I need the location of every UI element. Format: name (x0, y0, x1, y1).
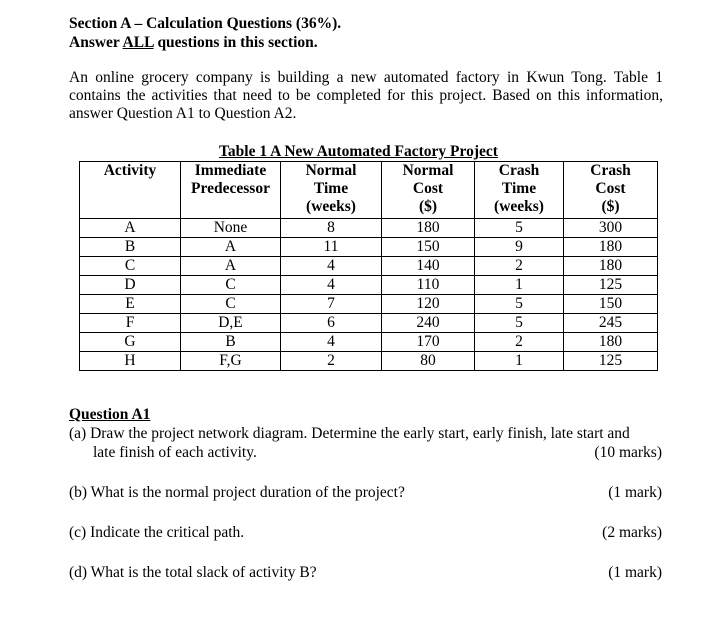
cell-predecessor: C (181, 295, 281, 314)
cell-activity: F (80, 314, 181, 333)
section-header (69, 14, 341, 52)
cell-normal-time: 6 (281, 314, 382, 333)
table-header-row (80, 162, 658, 219)
section-title: Section A – Calculation Questions (36%). (69, 15, 342, 32)
table-row (80, 295, 658, 314)
header-crash-cost: Crash Cost ($) (564, 162, 658, 219)
question-a1-title: Question A1 (69, 406, 151, 423)
cell-crash-cost: 180 (564, 257, 658, 276)
cell-normal-time: 4 (281, 276, 382, 295)
cell-normal-time: 8 (281, 219, 382, 238)
table-row (80, 276, 658, 295)
question-part-d: (d) What is the total slack of activity B? (69, 564, 317, 581)
intro-paragraph (69, 69, 663, 123)
cell-crash-time: 2 (475, 333, 564, 352)
question-part-a-line-1: (a) Draw the project network diagram. Determine the early start, early finish, late start and (69, 425, 630, 442)
intro-line-3: answer Question A1 to Question A2. (69, 105, 297, 122)
cell-activity: E (80, 295, 181, 314)
answer-all: ALL (122, 34, 154, 51)
cell-crash-cost: 180 (564, 333, 658, 352)
cell-crash-time: 9 (475, 238, 564, 257)
cell-crash-cost: 300 (564, 219, 658, 238)
cell-predecessor: B (181, 333, 281, 352)
answer-prefix: Answer (69, 34, 123, 51)
header-predecessor: Immediate Predecessor (181, 162, 281, 219)
question-part-c-marks: (2 marks) (602, 524, 662, 541)
cell-crash-time: 1 (475, 352, 564, 371)
intro-line-2: contains the activities that need to be completed for this project. Based on this information, (69, 87, 663, 104)
cell-activity: A (80, 219, 181, 238)
header-activity: Activity (80, 162, 181, 219)
table-title: Table 1 A New Automated Factory Project (219, 143, 498, 160)
cell-activity: H (80, 352, 181, 371)
cell-normal-cost: 120 (382, 295, 475, 314)
cell-crash-cost: 245 (564, 314, 658, 333)
project-table (79, 161, 658, 371)
cell-normal-cost: 80 (382, 352, 475, 371)
table-row (80, 219, 658, 238)
cell-crash-time: 5 (475, 295, 564, 314)
header-crash-time: Crash Time (weeks) (475, 162, 564, 219)
cell-normal-cost: 180 (382, 219, 475, 238)
cell-predecessor: C (181, 276, 281, 295)
table-row (80, 238, 658, 257)
cell-crash-time: 5 (475, 219, 564, 238)
cell-normal-time: 4 (281, 333, 382, 352)
header-normal-cost: Normal Cost ($) (382, 162, 475, 219)
cell-predecessor: A (181, 238, 281, 257)
cell-normal-cost: 110 (382, 276, 475, 295)
cell-crash-time: 1 (475, 276, 564, 295)
answer-instruction (69, 33, 341, 52)
question-part-a-marks: (10 marks) (594, 444, 662, 461)
cell-crash-cost: 180 (564, 238, 658, 257)
answer-suffix: questions in this section. (153, 34, 318, 51)
cell-predecessor: None (181, 219, 281, 238)
table-row (80, 333, 658, 352)
cell-predecessor: A (181, 257, 281, 276)
table-row (80, 352, 658, 371)
cell-crash-cost: 125 (564, 352, 658, 371)
cell-normal-cost: 240 (382, 314, 475, 333)
cell-crash-cost: 150 (564, 295, 658, 314)
cell-normal-time: 4 (281, 257, 382, 276)
question-part-d-marks: (1 mark) (608, 564, 662, 581)
question-part-a-line-2: late finish of each activity. (93, 444, 257, 461)
table-row (80, 257, 658, 276)
cell-normal-time: 2 (281, 352, 382, 371)
cell-normal-time: 11 (281, 238, 382, 257)
cell-activity: G (80, 333, 181, 352)
cell-crash-time: 2 (475, 257, 564, 276)
cell-activity: B (80, 238, 181, 257)
header-normal-time: Normal Time (weeks) (281, 162, 382, 219)
question-part-b-marks: (1 mark) (608, 484, 662, 501)
table-row (80, 314, 658, 333)
cell-crash-time: 5 (475, 314, 564, 333)
cell-activity: C (80, 257, 181, 276)
cell-predecessor: D,E (181, 314, 281, 333)
cell-crash-cost: 125 (564, 276, 658, 295)
cell-normal-cost: 170 (382, 333, 475, 352)
cell-predecessor: F,G (181, 352, 281, 371)
question-part-c: (c) Indicate the critical path. (69, 524, 245, 541)
cell-activity: D (80, 276, 181, 295)
question-part-b: (b) What is the normal project duration of the project? (69, 484, 405, 501)
cell-normal-time: 7 (281, 295, 382, 314)
intro-line-1: An online grocery company is building a new automated factory in Kwun Tong. Table 1 (69, 69, 663, 86)
cell-normal-cost: 140 (382, 257, 475, 276)
cell-normal-cost: 150 (382, 238, 475, 257)
